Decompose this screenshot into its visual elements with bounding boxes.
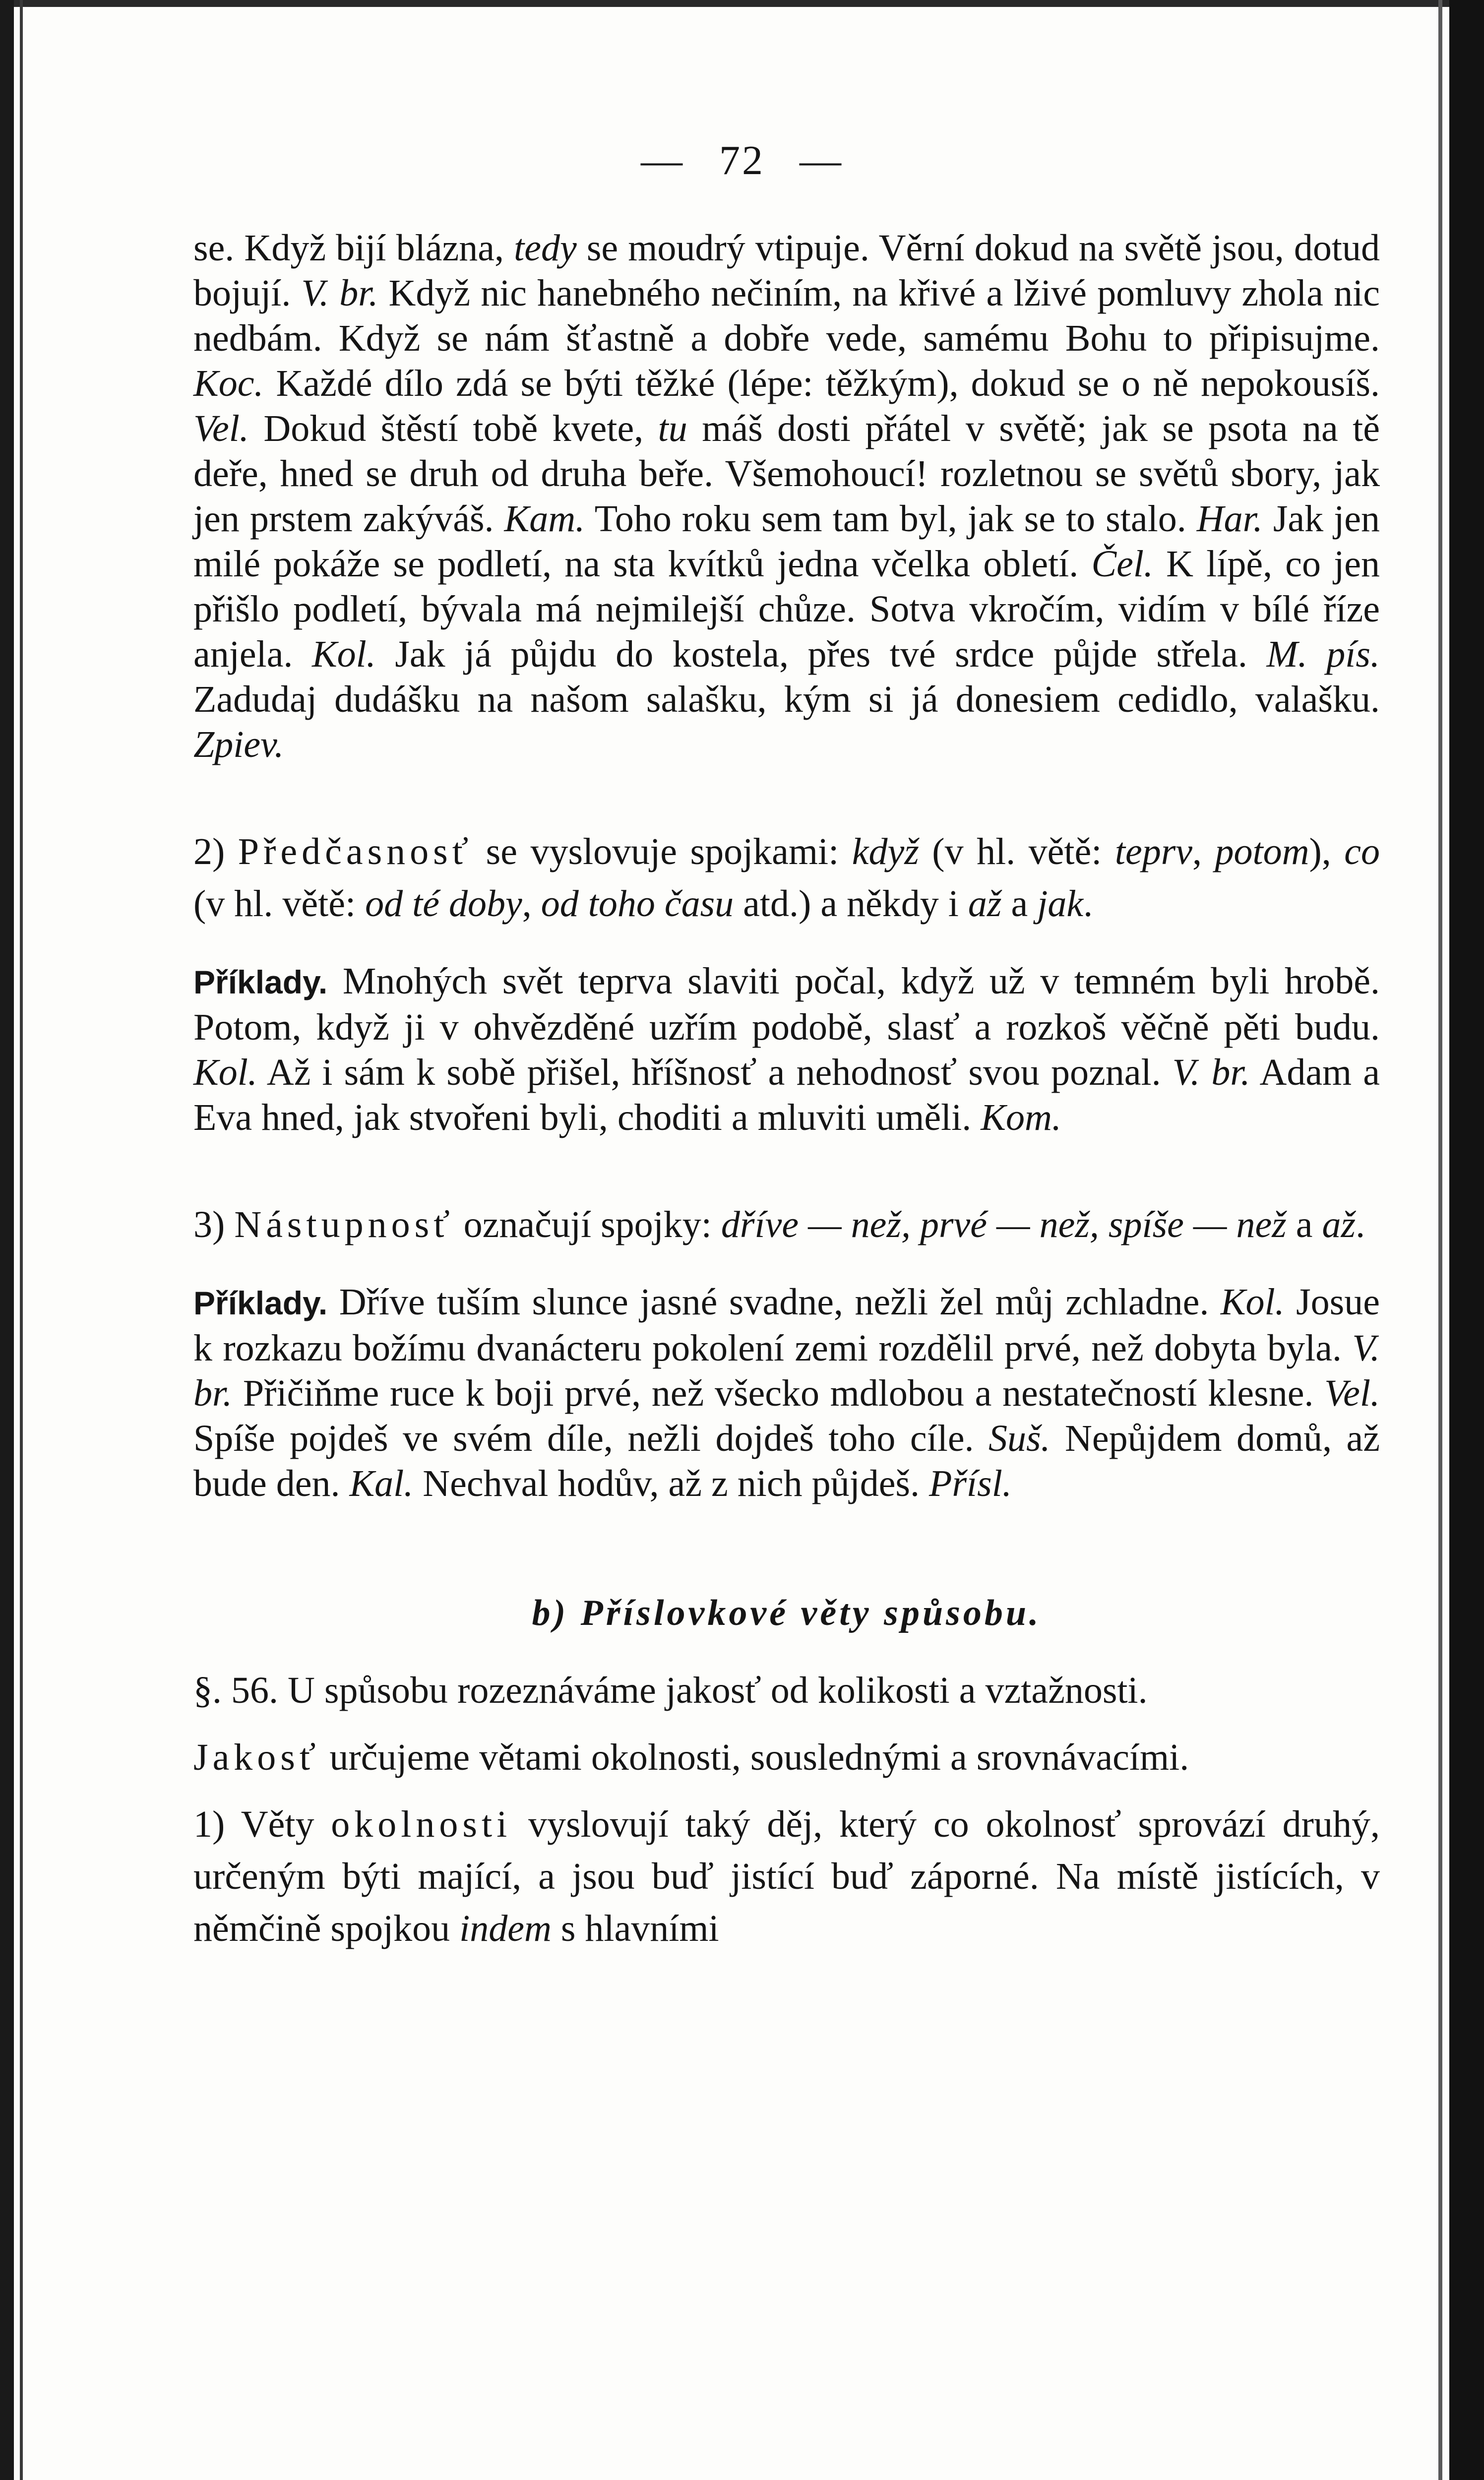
text-run: , [1192, 831, 1215, 872]
text-run: a [1286, 1204, 1322, 1245]
scan-border-right-inner [1438, 0, 1442, 2480]
text-run: atd.) a někdy i [734, 883, 968, 925]
text-run: , [522, 883, 541, 925]
citation: Har. [1196, 498, 1263, 540]
term: Nástupnosť [234, 1204, 454, 1245]
emphasis: od toho času [541, 883, 734, 925]
text-run: Dokud štěstí tobě kvete, [248, 408, 658, 449]
citation: Kam. [504, 498, 585, 540]
citation: Suš. [988, 1418, 1051, 1459]
emphasis: až [1322, 1204, 1356, 1245]
emphasis: teprv [1114, 831, 1192, 872]
citation: Vel. [1324, 1372, 1380, 1414]
list-number: 1) Věty [193, 1803, 331, 1845]
text-run: se. Když bijí blázna, [193, 227, 514, 269]
text-run: a [1001, 883, 1038, 925]
emphasis: tu [658, 408, 687, 449]
text-run: Každé dílo zdá se býti těžké (lépe: těžkým), dokud se o ně nepokousíš. [263, 363, 1380, 404]
page-number: 72 [719, 137, 765, 184]
citation: Kol. [1220, 1281, 1285, 1323]
emphasis: až [968, 883, 1002, 925]
text-run: Spíše pojdeš ve svém díle, nežli dojdeš toho cíle. [193, 1418, 989, 1459]
paragraph-vety-okolnosti [193, 1798, 1380, 1955]
emphasis: tedy [514, 227, 577, 269]
examples-label: Příklady. [193, 964, 328, 1000]
citation: Kom. [981, 1097, 1061, 1138]
text-run: Jak já půjdu do kostela, přes tvé srdce půjde střela. [375, 633, 1267, 675]
text-run: určujeme větami okolnosti, souslednými a srovnávacími. [320, 1736, 1189, 1778]
citation: Zpiev. [193, 724, 284, 765]
list-number: 3) [193, 1204, 235, 1245]
scan-border-left [0, 0, 14, 2480]
emphasis: potom [1215, 831, 1309, 872]
citation: Kal. [349, 1463, 414, 1504]
emphasis: od té doby [365, 883, 522, 925]
text-run: Nechval hodův, až z nich půjdeš. [413, 1463, 929, 1504]
scan-border-right [1449, 0, 1484, 2480]
page-header [0, 136, 1484, 185]
text-run: Josue k rozkazu božímu dvanácteru pokolení zemi rozdělil prvé, než dobyta byla. [193, 1281, 1380, 1369]
term: okolnosti [331, 1803, 512, 1845]
text-run: Když nic hanebného nečiním, na křivé a lživé pomluvy zhola nic nedbám. Když se nám šťastně a dobře vede, samému Bohu to připisujme. [193, 272, 1380, 359]
paragraph-examples-nastupnost [193, 1280, 1380, 1506]
examples-label: Příklady. [193, 1285, 328, 1321]
text-run: máš dosti přátel v světě; jak se psota na tě deře, hned se druh od druha beře. Všemohoucí! rozletnou se světů sbory, jak jen prstem zakýváš. [193, 408, 1380, 540]
paragraph-jakost [193, 1732, 1380, 1784]
citation: Koc. [193, 363, 264, 404]
text-run: Zadudaj dudášku na našom salašku, kým si já donesiem cedidlo, valašku. [193, 679, 1380, 720]
text-run: Jak jen milé pokáže se podletí, na sta kvítků jedna včelka obletí. [193, 498, 1380, 585]
section-heading: b) Příslovkové věty spůsobu. [532, 1593, 1042, 1633]
scan-border-left-inner [20, 0, 23, 2480]
emphasis: když [852, 831, 919, 872]
text-run: Toho roku sem tam byl, jak se to stalo. [585, 498, 1197, 540]
citation: M. pís. [1266, 633, 1380, 675]
text-run: K lípě, co jen přišlo podletí, bývala má nejmilejší chůze. Sotva vkročím, vidím v bílé říze anjela. [193, 543, 1380, 675]
citation: V. br. [193, 1327, 1380, 1414]
text-run: . [1356, 1204, 1365, 1245]
citation: Vel. [193, 408, 249, 449]
text-run: Dříve tuším slunce jasné svadne, nežli žel můj zchladne. [327, 1281, 1221, 1323]
text-run: Až i sám k sobě přišel, hříšnosť a nehodnosť svou poznal. [257, 1052, 1173, 1093]
citation: Kol. [193, 1052, 257, 1093]
text-run: ), [1309, 831, 1345, 872]
text-run: označují spojky: [454, 1204, 721, 1245]
text-run: (v hl. větě: [193, 883, 366, 925]
text-run: Nepůjdem domů, až bude den. [193, 1418, 1380, 1504]
emphasis: co [1344, 831, 1380, 872]
scan-border-top [0, 0, 1484, 7]
citation: Přísl. [929, 1463, 1012, 1504]
emphasis: jak [1037, 883, 1084, 925]
text-run: (v hl. větě: [919, 831, 1115, 872]
paragraph-section-56: §. 56. U spůsobu rozeznáváme jakosť od kolikosti a vztažnosti. [193, 1670, 1148, 1711]
header-dash-right: — [800, 137, 843, 184]
emphasis: indem [459, 1908, 552, 1949]
paragraph-examples-continued [193, 226, 1380, 767]
text-run: s hlavními [551, 1908, 719, 1949]
text-run: . [1083, 883, 1093, 925]
text-run: Adam a Eva hned, jak stvořeni byli, choditi a mluviti uměli. [193, 1052, 1380, 1138]
term: Předčasnosť [238, 831, 473, 872]
term: Jakosť [193, 1736, 320, 1778]
text-run: Mnohých svět teprva slaviti počal, když už v temném byli hrobě. Potom, když ji v ohvězděné uzřím podobě, slasť a rozkoš věčně pěti budu. [193, 960, 1380, 1048]
citation: V. br. [301, 272, 378, 314]
emphasis: dříve — než, prvé — než, spíše — než [721, 1204, 1287, 1245]
paragraph-examples-predcasnost [193, 959, 1380, 1140]
header-dash-left: — [641, 137, 684, 184]
paragraph-predcasnost [193, 826, 1380, 930]
paragraph-nastupnost [193, 1199, 1380, 1251]
list-number: 2) [193, 831, 238, 872]
text-run: Přičiňme ruce k boji prvé, než všecko mdlobou a nestatečností klesne. [232, 1372, 1325, 1414]
body-text [193, 226, 1380, 1955]
text-run: se vyslovuje spojkami: [473, 831, 852, 872]
citation: V. br. [1172, 1052, 1250, 1093]
text-run: vyslovují taký děj, který co okolnosť sprovází druhý, určeným býti mající, a jsou buď jistící buď záporné. Na místě jistících, v němčině spojkou [193, 1803, 1380, 1949]
text-run: se moudrý vtipuje. Věrní dokud na světě jsou, dotud bojují. [193, 227, 1380, 314]
citation: Kol. [311, 633, 376, 675]
citation: Čel. [1091, 543, 1153, 585]
